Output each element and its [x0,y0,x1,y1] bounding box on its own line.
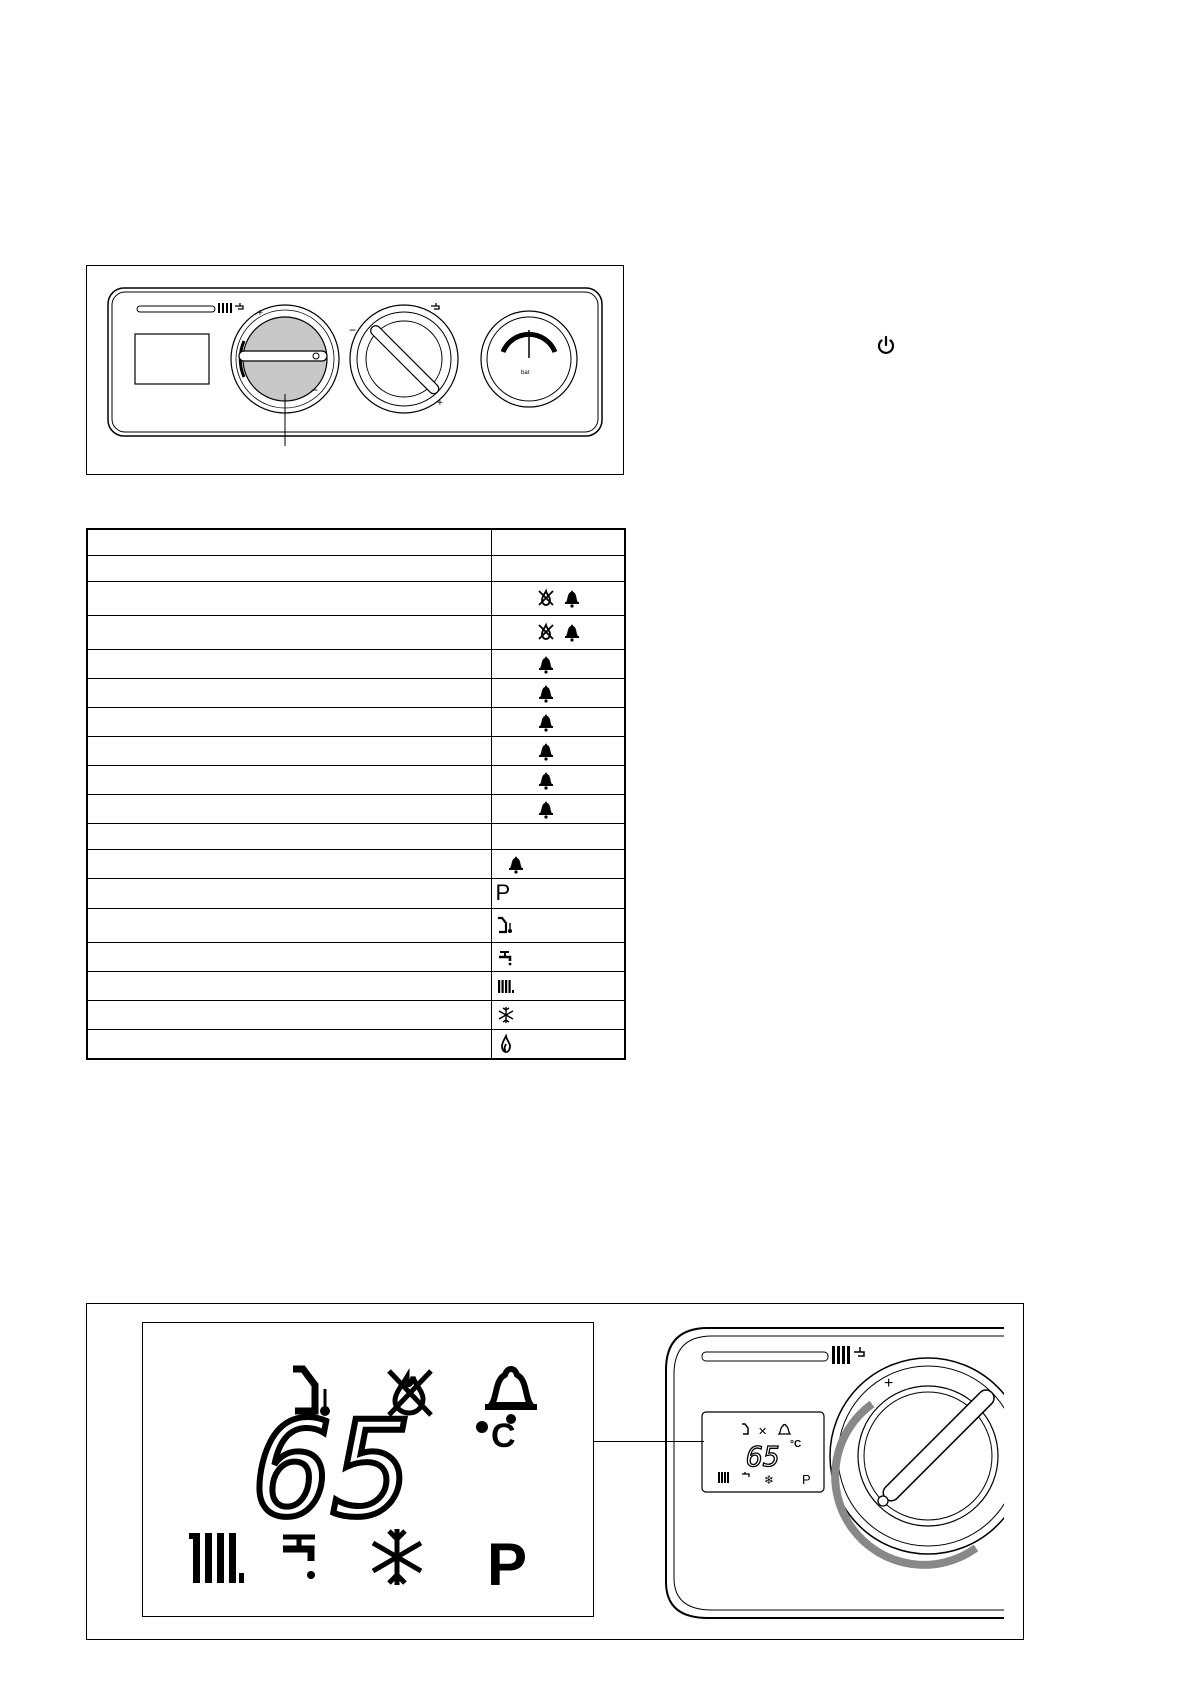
status-description-cell [87,678,491,707]
bell-icon [536,799,556,819]
status-symbol-cell [491,794,625,823]
mini-unit-label: °C [790,1439,802,1450]
bell-icon [562,622,582,642]
status-description-cell [87,649,491,678]
status-description-cell [87,555,491,581]
mini-lcd-display [702,1412,824,1492]
snowflake-icon: ❄ [764,1473,775,1487]
p-letter: P [495,880,511,905]
table-row [87,878,625,908]
status-description-cell [87,794,491,823]
bell-icon [536,741,556,761]
status-symbol-cell [491,1000,625,1029]
minus-icon: − [349,323,357,337]
status-symbol-cell [491,765,625,794]
status-description-cell [87,615,491,649]
table-row [87,1000,625,1029]
heating-knob[interactable] [830,1358,1004,1565]
status-description-cell [87,823,491,849]
chimney-thermometer-icon [496,915,516,935]
status-description-cell [87,765,491,794]
table-row [87,581,625,615]
table-row [87,707,625,736]
table-row [87,908,625,942]
plus-icon: + [437,398,443,409]
bell-icon [506,854,526,874]
flame-crossed-icon [536,622,556,642]
status-symbol-cell [491,971,625,1000]
control-panel-figure [86,265,624,475]
table-row [87,765,625,794]
snowflake-icon [496,1005,516,1025]
status-symbol-cell [491,942,625,971]
bell-icon [779,1425,790,1435]
power-icon [875,334,897,356]
unit-label: C [491,1417,516,1455]
status-description-cell [87,878,491,908]
bell-icon [536,770,556,790]
status-symbol-cell [491,878,625,908]
status-symbol-cell [491,678,625,707]
tap-icon [496,947,516,967]
temperature-readout: 65 [253,1393,413,1547]
status-symbol-table [86,528,626,1060]
flame-crossed-icon [536,588,556,608]
table-row [87,971,625,1000]
table-row [87,1029,625,1059]
radiator-icon [496,976,516,996]
status-symbol-cell [491,849,625,878]
radiator-icon [832,1346,850,1364]
display-detail-figure [86,1303,1024,1640]
plus-icon: + [257,308,263,319]
status-description-cell [87,1029,491,1059]
bell-icon [536,683,556,703]
status-description-cell [87,849,491,878]
status-symbol-cell [491,1029,625,1059]
table-row [87,823,625,849]
flame-icon [496,1034,516,1054]
table-row [87,529,625,555]
tap-icon [854,1347,864,1356]
tap-icon [431,303,439,309]
radiator-icon [218,303,232,313]
radiator-icon [189,1533,244,1583]
table-row [87,849,625,878]
mini-temperature-readout: 65 [746,1440,780,1473]
status-symbol-cell [491,581,625,615]
status-description-cell [87,529,491,555]
minus-icon: − [311,383,319,397]
mini-control-panel [658,1324,1004,1624]
bell-icon [536,654,556,674]
pressure-gauge [481,311,577,407]
status-description-cell [87,908,491,942]
status-description-cell [87,736,491,765]
status-symbol-cell [491,908,625,942]
status-symbol-cell [491,649,625,678]
radiator-icon [718,1472,729,1483]
tap-icon [235,303,243,309]
status-description-cell [87,971,491,1000]
mode-letter: P [487,1531,528,1598]
mini-mode-letter: P [802,1472,811,1487]
status-symbol-cell [491,707,625,736]
table-row [87,649,625,678]
table-row [87,615,625,649]
status-symbol-cell [491,823,625,849]
bell-icon [485,1369,537,1424]
status-symbol-cell [491,529,625,555]
status-symbol-cell [491,615,625,649]
table-row [87,942,625,971]
bell-icon [562,588,582,608]
status-symbol-cell [491,736,625,765]
status-description-cell [87,942,491,971]
degree-dot [476,1421,488,1433]
bell-icon [536,712,556,732]
status-description-cell [87,581,491,615]
chimney-thermometer-icon [742,1424,748,1434]
table-row [87,794,625,823]
table-row [87,736,625,765]
status-description-cell [87,1000,491,1029]
water-knob[interactable] [349,305,458,413]
flame-crossed-icon: ✕ [758,1425,768,1438]
gauge-unit-label: bar [521,370,530,376]
table-row [87,678,625,707]
table-row [87,555,625,581]
control-panel-drawing [87,266,623,474]
status-symbol-cell [491,555,625,581]
plus-icon: + [884,1375,894,1392]
status-description-cell [87,707,491,736]
lcd-display [142,1322,594,1617]
